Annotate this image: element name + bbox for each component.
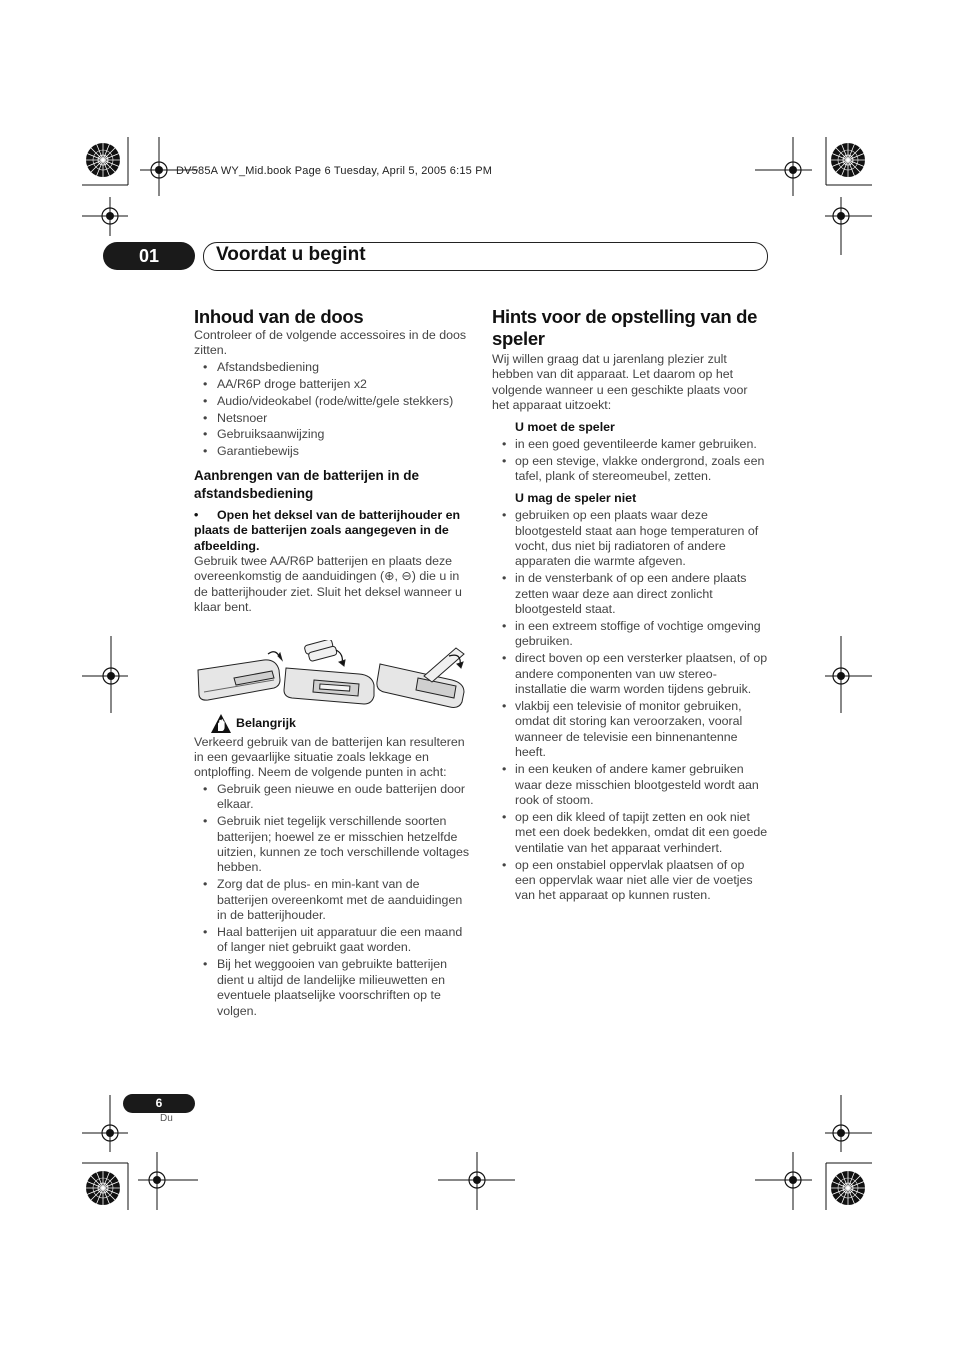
must-not-list xyxy=(492,508,768,904)
list-item: • Gebruik niet tegelijk verschillende soorten batterijen; hoewel ze er misschien hetzelfde uitzien, kunnen ze toch verschillende voltages hebben. xyxy=(194,814,472,876)
list-item: • gebruiken op een plaats waar deze blootgesteld staat aan hoge temperaturen of vocht, dus niet bij radiatoren of andere apparaten die warmte afgeven. xyxy=(492,508,768,570)
battery-title: Aanbrengen van de batterijen in de afstandsbediening xyxy=(194,467,420,501)
battery-illustration xyxy=(194,640,476,710)
remote-closed-image xyxy=(198,652,282,700)
battery-step-text: Open het deksel van de batterijhouder en plaats de batterijen zoals aangegeven in de afbeelding. xyxy=(194,507,461,553)
list-item: • AA/R6P droge batterijen x2 xyxy=(194,377,472,392)
list-item: • in een goed geventileerde kamer gebruiken. xyxy=(492,437,768,452)
right-column xyxy=(492,306,768,905)
battery-text: Gebruik twee AA/R6P batterijen en plaats deze overeenkomstig de aanduidingen (⊕, ⊖) die u in de batterijhouder ziet. Sluit het deksel wanneer u klaar bent. xyxy=(194,553,462,615)
contents-intro: Controleer of de volgende accessoires in de doos zitten. xyxy=(194,328,467,358)
list-item: • Haal batterijen uit apparatuur die een maand of langer niet gebruikt gaat worden. xyxy=(194,925,472,956)
must-not-title: U mag de speler niet xyxy=(515,490,637,505)
important-text: Verkeerd gebruik van de batterijen kan resulteren in een gevaarlijke situatie zoals lekkage en ontploffing. Neem de volgende punten in acht: xyxy=(194,734,465,780)
list-item: • direct boven op een versterker plaatsen, of op andere componenten van uw stereo-installatie die warm worden tijdens gebruik. xyxy=(492,651,768,697)
chapter-title: Voordat u begint xyxy=(216,244,366,265)
list-item: • Gebruiksaanwijzing xyxy=(194,427,472,442)
list-item: • in een extreem stoffige of vochtige omgeving gebruiken. xyxy=(492,619,768,650)
list-item: • op een stevige, vlakke ondergrond, zoals een tafel, plank of stereomeubel, zetten. xyxy=(492,454,768,485)
list-item: • Gebruik geen nieuwe en oude batterijen door elkaar. xyxy=(194,782,472,813)
step-bullet: • xyxy=(194,507,199,522)
remote-cover-closing-image xyxy=(377,648,464,707)
remote-open-image xyxy=(284,640,374,704)
starburst-mark-top-left xyxy=(86,143,120,177)
chapter-number: 01 xyxy=(103,242,195,270)
list-item: • in een keuken of andere kamer gebruiken waar deze misschien blootgesteld wordt aan rook of stoom. xyxy=(492,762,768,808)
list-item: • Audio/videokabel (rode/witte/gele stekkers) xyxy=(194,394,472,409)
contents-list xyxy=(194,360,472,460)
list-item: • Afstandsbediening xyxy=(194,360,472,375)
list-item: • in de vensterbank of op een andere plaats zetten waar deze aan direct zonlicht blootgesteld staat. xyxy=(492,571,768,617)
page-number: 6 xyxy=(123,1094,195,1113)
battery-step xyxy=(194,508,472,554)
list-item: • Zorg dat de plus- en min-kant van de batterijen overeenkomt met de aanduidingen in de batterijhouder. xyxy=(194,877,472,923)
list-item: • op een onstabiel oppervlak plaatsen of op een oppervlak waar niet alle vier de voetjes van het apparaat op kunnen rusten. xyxy=(492,858,768,904)
hints-title: Hints voor de opstelling van de speler xyxy=(492,306,758,349)
contents-title: Inhoud van de doos xyxy=(194,306,364,327)
print-file-info: DV585A WY_Mid.book Page 6 Tuesday, April 5, 2005 6:15 PM xyxy=(176,165,493,177)
important-heading xyxy=(210,713,472,735)
must-list xyxy=(492,437,768,485)
list-item: • Garantiebewijs xyxy=(194,444,472,459)
list-item: • vlakbij een televisie of monitor gebruiken, omdat dit storing kan veroorzaken, vooral wanneer de televisie een binnenantenne heeft. xyxy=(492,699,768,761)
must-title: U moet de speler xyxy=(515,419,615,434)
list-item: • Bij het weggooien van gebruikte batterijen dient u altijd de landelijke milieuwetten en eventuele plaatselijke voorschriften op te volgen. xyxy=(194,957,472,1019)
list-item: • Netsnoer xyxy=(194,411,472,426)
page-language: Du xyxy=(160,1113,173,1124)
important-label: Belangrijk xyxy=(236,715,296,730)
list-item: • op een dik kleed of tapijt zetten en ook niet met een doek bedekken, omdat dit een goede ventilatie van het apparaat verhindert. xyxy=(492,810,768,856)
warning-icon xyxy=(210,713,232,735)
hints-intro: Wij willen graag dat u jarenlang plezier zult hebben van dit apparaat. Let daarom op het volgende wanneer u een geschikte plaats voor het apparaat uitzoekt: xyxy=(492,352,748,413)
important-list xyxy=(194,782,472,1019)
